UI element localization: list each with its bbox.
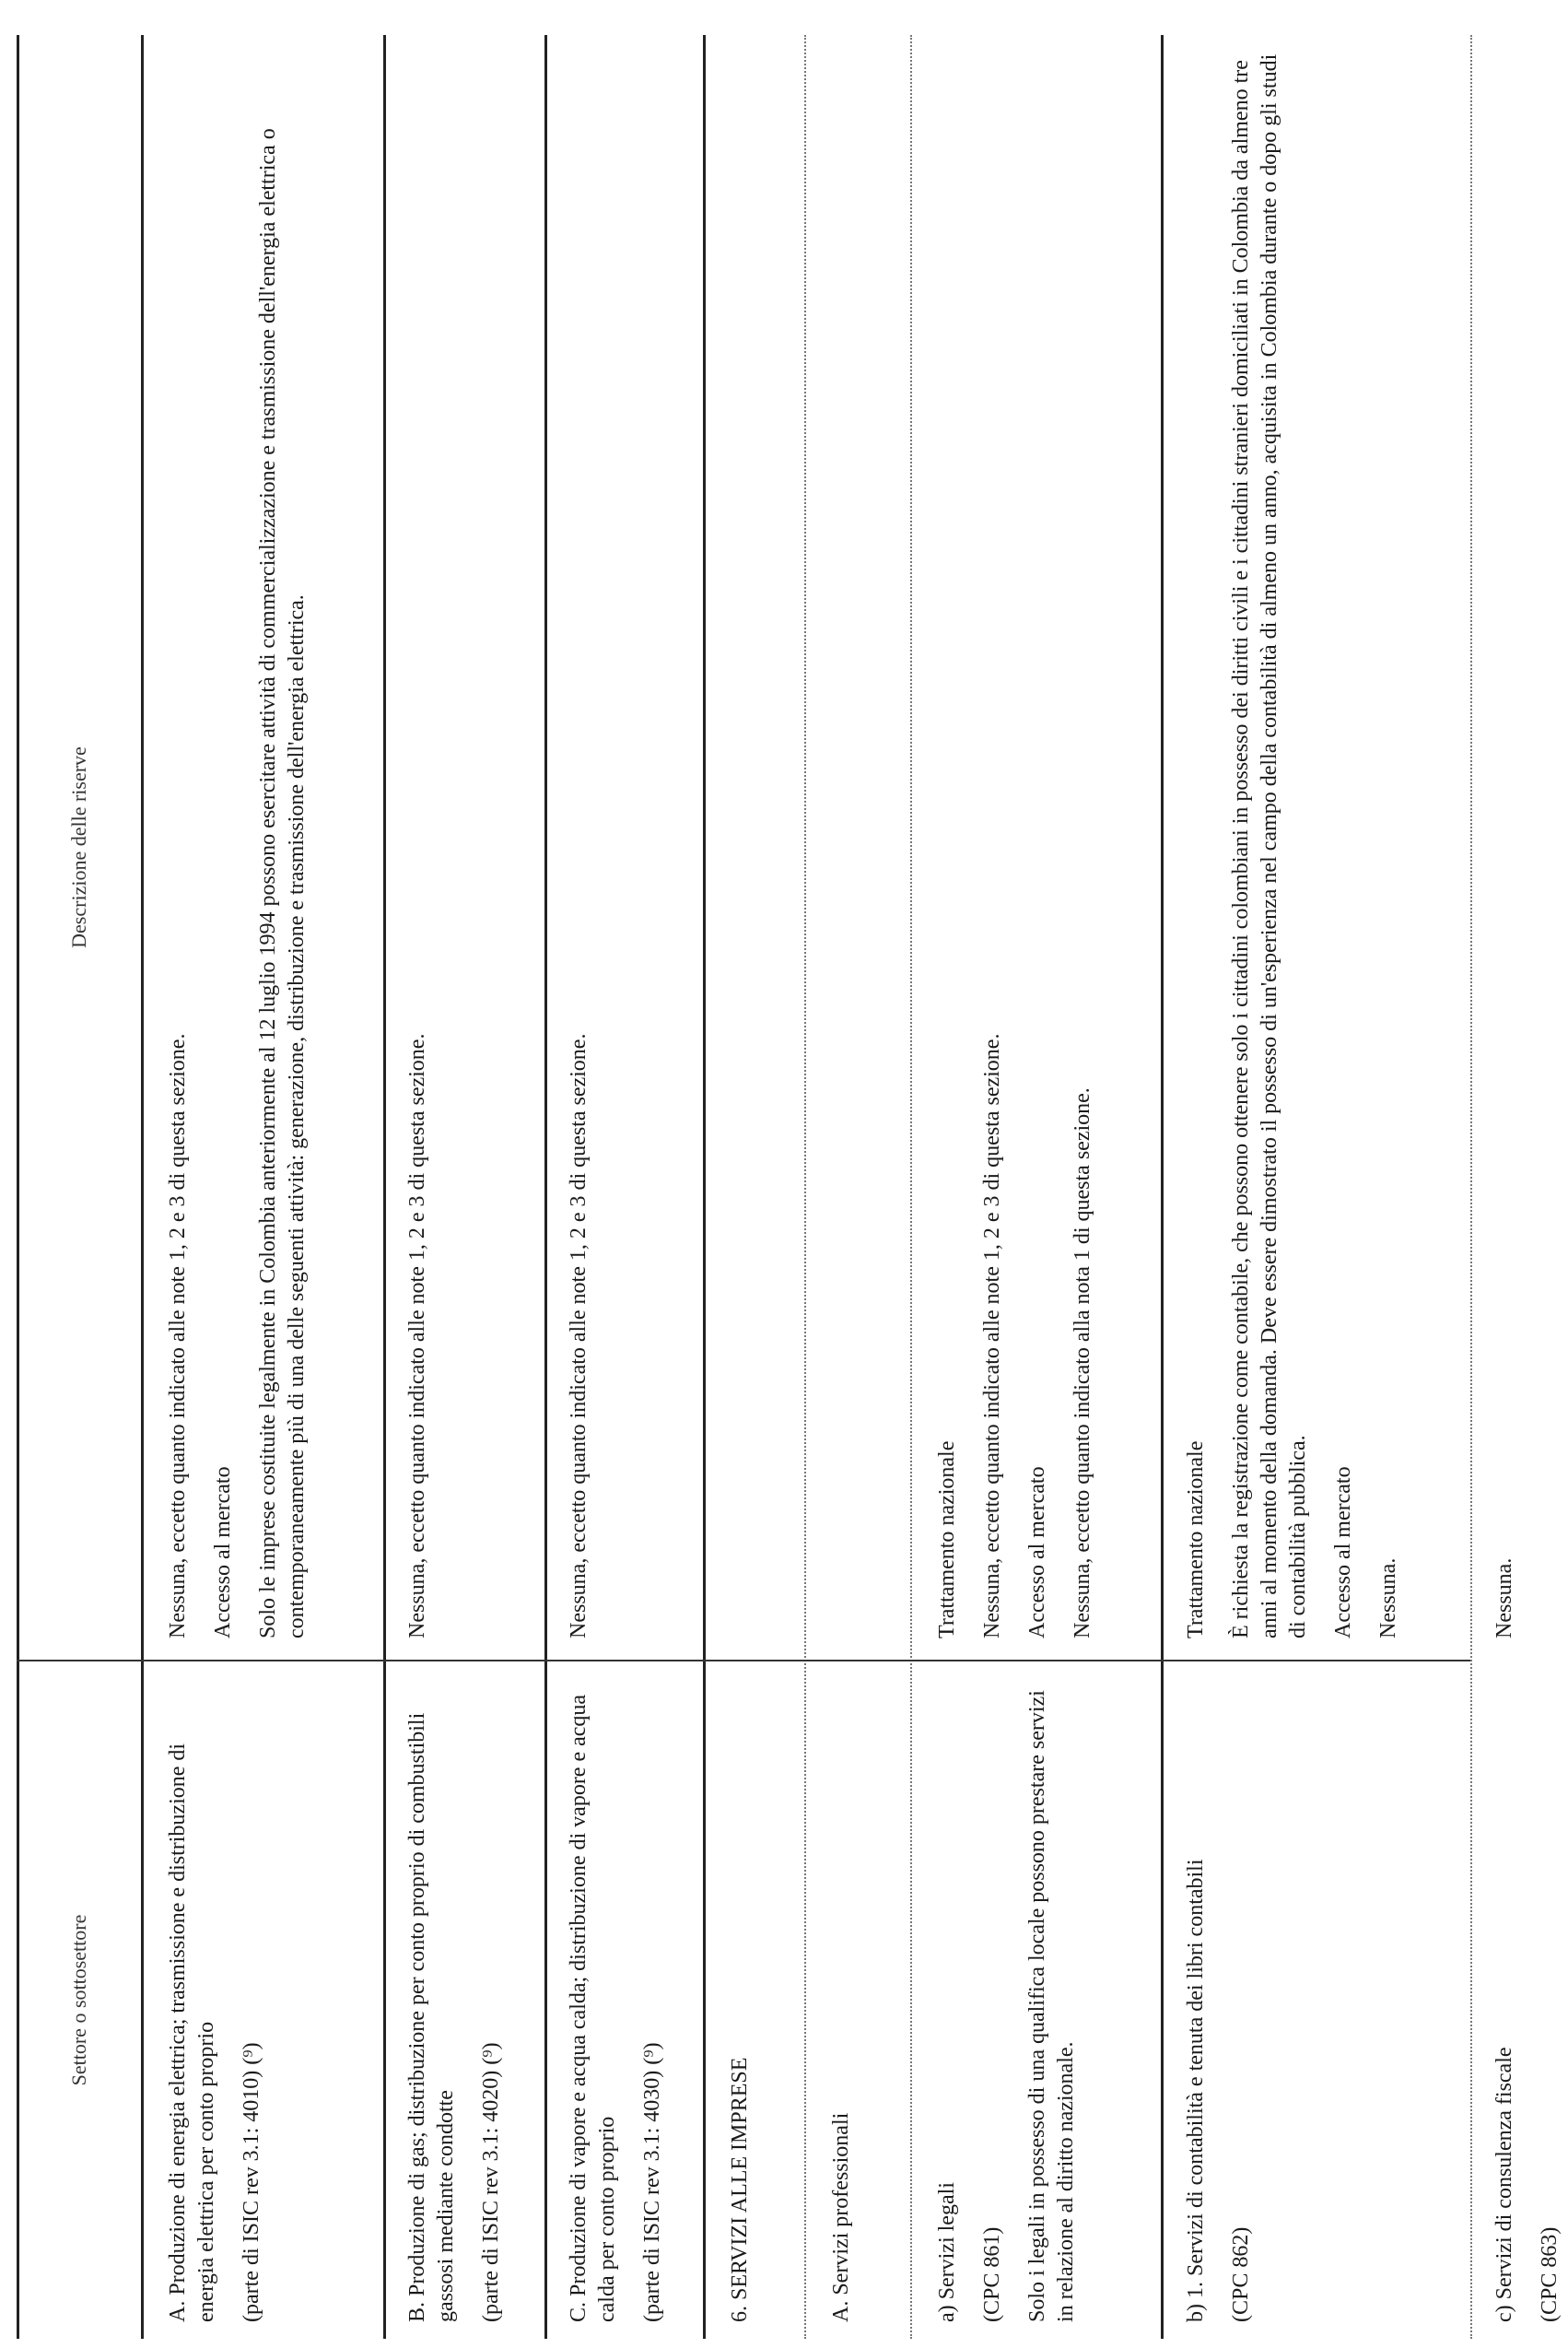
column-divider <box>17 1660 1470 1661</box>
description-subheading: Trattamento nazionale <box>935 1440 959 1638</box>
row-separator <box>544 35 547 2339</box>
description-text: Nessuna, eccetto quanto indicato alle note 1, 2 e 3 di questa sezione. <box>405 1033 429 1638</box>
sector-code: (parte di ISIC rev 3.1: 4030) (⁹) <box>640 2042 664 2322</box>
description-subheading: Accesso al mercato <box>211 1466 235 1638</box>
header-sector: Settore o sottosettore <box>66 1914 90 2086</box>
table-row-1-sector <box>404 1666 522 2339</box>
description-text: Solo le imprese costituite legalmente in Colombia anteriormente al 12 luglio 1994 possono esercitare attività di commercializzazione e trasmissione dell'energia elettrica o contemporaneamente più di una delle seguenti attività: generazione, distribuzione e trasmissione dell'energia elettrica. <box>256 128 309 1638</box>
description-subheading: Accesso al mercato <box>1331 1466 1355 1638</box>
row-separator <box>910 35 912 2339</box>
sector-title: b) 1. Servizi di contabilità e tenuta dei libri contabili <box>1184 1859 1208 2322</box>
table-row-1-description <box>404 35 449 1657</box>
description-text: È richiesta la registrazione come contabile, che possono ottenere solo i cittadini colombiani in possesso dei diritti civili e i cittadini stranieri domiciliati in Colombia da almeno tre anni al momento della domanda. Deve essere dimostrato il possesso di un'esperienza nel campo della contabilità di almeno un anno, acquisita in Colombia durante o dopo gli studi di contabilità pubblica. <box>1229 53 1310 1638</box>
table-row-0-sector <box>164 1666 283 2339</box>
sector-code: (parte di ISIC rev 3.1: 4020) (⁹) <box>479 2042 503 2322</box>
sector-title: B. Produzione di gas; distribuzione per conto proprio di combustibili gassosi mediante condotte <box>405 1712 458 2322</box>
row-separator <box>383 35 386 2339</box>
table-row-6-description <box>1182 35 1420 1657</box>
sector-code: (CPC 861) <box>980 2226 1004 2322</box>
description-text: Nessuna, eccetto quanto indicato alle note 1, 2 e 3 di questa sezione. <box>166 1033 190 1638</box>
row-separator <box>1161 35 1164 2339</box>
description-text: Nessuna, eccetto quanto indicato alla nota 1 di questa sezione. <box>1071 1087 1094 1638</box>
sector-title: c) Servizi di consulenza fiscale <box>1492 2047 1516 2322</box>
subsection-heading: A. Servizi professionali <box>829 2112 853 2322</box>
description-subheading: Trattamento nazionale <box>1184 1440 1208 1638</box>
sector-code: (CPC 862) <box>1229 2226 1253 2322</box>
description-text: Nessuna, eccetto quanto indicato alle note 1, 2 e 3 di questa sezione. <box>567 1033 591 1638</box>
table-row-6-sector <box>1182 1666 1272 2339</box>
sector-title: a) Servizi legali <box>935 2182 959 2322</box>
table-row-4-sector <box>827 1666 872 2339</box>
table-row-0-description <box>164 35 328 1657</box>
sector-title: C. Produzione di vapore e acqua calda; distribuzione di vapore e acqua calda per conto proprio <box>567 1694 619 2322</box>
sector-code: (parte di ISIC rev 3.1: 4010) (⁹) <box>240 2042 263 2322</box>
description-subheading: Accesso al mercato <box>1025 1466 1049 1638</box>
table-row-2-sector <box>565 1666 684 2339</box>
sector-title: A. Produzione di energia elettrica; trasmissione e distribuzione di energia elettrica per conto proprio <box>166 1743 218 2322</box>
row-separator <box>1470 35 1472 2339</box>
table-row-7-sector <box>1491 1666 1568 2339</box>
table-row-5-sector <box>933 1666 1097 2339</box>
table-row-7-description <box>1491 35 1536 1657</box>
reservations-table <box>17 35 1562 2339</box>
description-text: Nessuna. <box>1492 1557 1516 1638</box>
header-bottom-rule <box>141 35 144 2339</box>
sector-note: Solo i legali in possesso di una qualifica locale possono prestare servizi in relazione al diritto nazionale. <box>1025 1690 1078 2322</box>
row-separator <box>703 35 706 2339</box>
description-text: Nessuna. <box>1376 1557 1400 1638</box>
section-heading: 6. SERVIZI ALLE IMPRESE <box>728 2057 752 2322</box>
header-description: Descrizione delle riserve <box>66 746 90 948</box>
table-row-3-sector <box>726 1666 771 2339</box>
row-separator <box>804 35 806 2339</box>
table-row-5-description <box>933 35 1114 1657</box>
sector-code: (CPC 863) <box>1538 2226 1562 2322</box>
description-text: Nessuna, eccetto quanto indicato alle note 1, 2 e 3 di questa sezione. <box>980 1033 1004 1638</box>
table-row-2-description <box>565 35 610 1657</box>
